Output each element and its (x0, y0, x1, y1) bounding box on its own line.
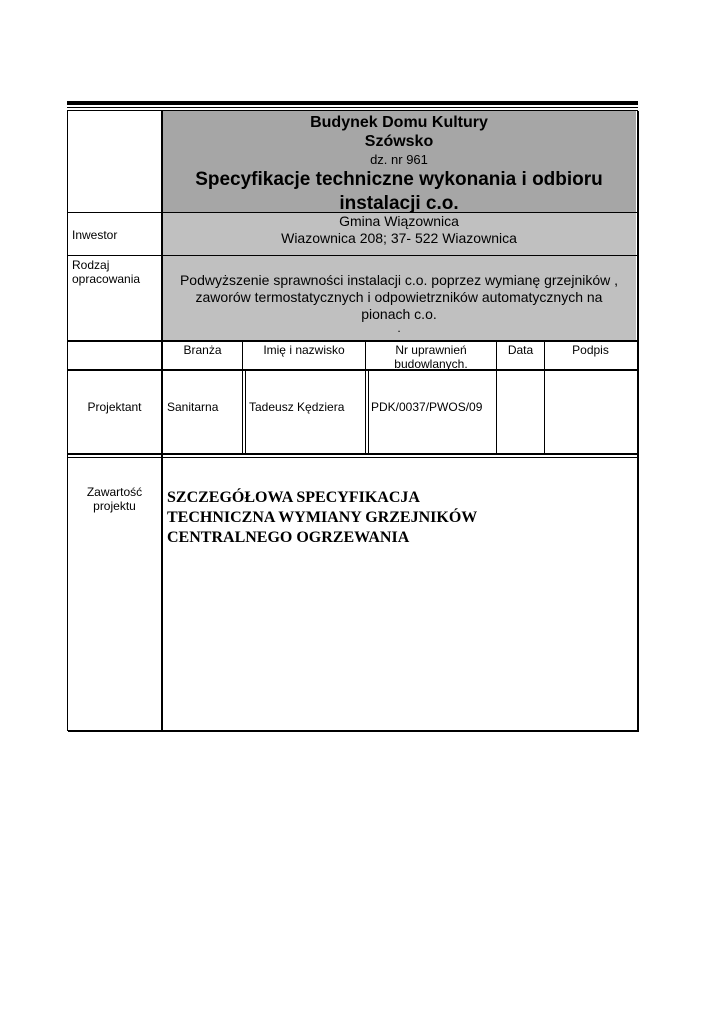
column-divider (544, 341, 545, 454)
work-type-line: Podwyższenie sprawności instalacji c.o. poprzez wymianę grzejników , (179, 272, 619, 288)
document-title-line2: instalacji c.o. (339, 193, 459, 214)
investor-name: Gmina Wiązownica (339, 213, 459, 229)
column-divider (245, 371, 246, 454)
title-block (162, 111, 636, 212)
row-divider (67, 457, 637, 458)
work-type-line: . (397, 321, 401, 335)
header-license-line2: budowlanych. (394, 357, 468, 371)
work-type-label-line1: Rodzaj (72, 258, 110, 272)
work-type-description (162, 272, 636, 333)
contents-title-line: SZCZEGÓŁOWA SPECYFIKACJA (167, 489, 420, 506)
building-name: Budynek Domu Kultury (310, 114, 488, 131)
document-title: Specyfikacje techniczne wykonania i odbioru (195, 169, 603, 190)
contents-label (67, 485, 162, 513)
top-rule (67, 101, 638, 105)
work-type-line: pionach c.o. (361, 306, 437, 322)
header-name: Imię i nazwisko (263, 343, 345, 357)
row-divider (67, 369, 637, 371)
contents-title (167, 488, 627, 548)
investor-info (162, 213, 636, 247)
cell-license: PDK/0037/PWOS/09 (371, 400, 483, 414)
column-divider (496, 341, 497, 454)
investor-label: Inwestor (72, 228, 118, 242)
row-divider (67, 340, 637, 342)
role-label: Projektant (87, 400, 142, 414)
cell-branza: Sanitarna (167, 400, 219, 414)
header-branza: Branża (183, 343, 222, 357)
work-type-label (72, 258, 140, 286)
work-type-line: zaworów termostatycznych i odpowietrzników automatycznych na (195, 289, 603, 305)
top-rule-thin (67, 107, 638, 108)
contents-title-line: CENTRALNEGO OGRZEWANIA (167, 529, 410, 546)
row-divider (67, 453, 637, 455)
contents-label-line1: Zawartość (86, 485, 143, 499)
header-license (366, 343, 496, 371)
header-license-line1: Nr uprawnień (395, 343, 467, 357)
header-date: Data (507, 343, 534, 357)
work-type-label-line2: opracowania (72, 272, 141, 286)
column-divider (242, 341, 243, 454)
contents-title-line: TECHNICZNA WYMIANY GRZEJNIKÓW (167, 509, 478, 526)
cell-name: Tadeusz Kędziera (249, 400, 345, 414)
header-signature: Podpis (572, 343, 609, 357)
row-divider (67, 255, 637, 256)
contents-label-line2: projektu (93, 499, 136, 513)
investor-address: Wiazownica 208; 37- 522 Wiazownica (281, 230, 517, 246)
column-divider (368, 371, 369, 454)
plot-reference: dz. nr 961 (370, 152, 428, 167)
building-location: Szówsko (364, 133, 434, 150)
